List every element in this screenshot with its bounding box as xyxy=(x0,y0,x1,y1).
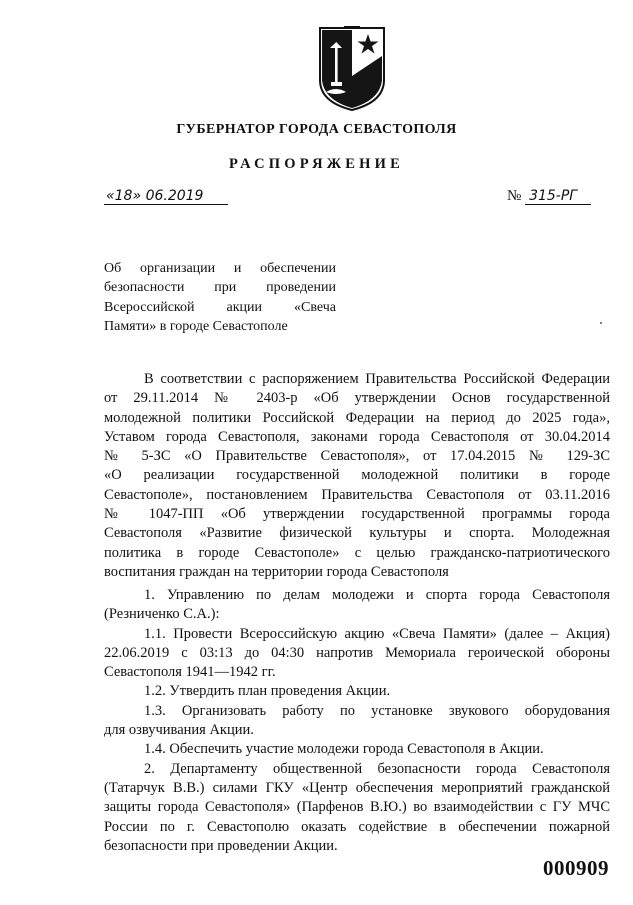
preamble-line: молодежной политики Российской Федерации на период до 2025 года», xyxy=(104,409,610,426)
item-1-2-line: 1.2. Утвердить план проведения Акции. xyxy=(144,683,391,700)
item-1-1-line: 1.1. Провести Всероссийскую акцию «Свеча Памяти» (далее – Акция) xyxy=(144,625,610,642)
preamble-line: Уставом города Севастополя, законами города Севастополя от 30.04.2014 xyxy=(104,428,610,445)
preamble-line: № 1047-ПП «Об утверждении государственной программы города xyxy=(104,506,610,523)
scan-speck xyxy=(600,322,602,324)
item-2-line: (Татарчук В.В.) силами ГКУ «Центр обеспечения мероприятий гражданской xyxy=(104,779,610,796)
item-1-3-line: 1.3. Организовать работу по установке звукового оборудования xyxy=(144,702,610,719)
preamble-line: № 5-ЗС «О Правительстве Севастополя», от 17.04.2015 № 129-ЗС xyxy=(104,448,610,465)
document-subject xyxy=(104,259,336,337)
preamble-line: В соответствии с распоряжением Правительства Российской Федерации xyxy=(144,371,610,387)
item-1-1-line: 22.06.2019 с 03:13 до 04:30 напротив Мемориала героической обороны xyxy=(104,644,610,661)
document-date xyxy=(104,188,228,205)
sevastopol-coat-of-arms-icon xyxy=(318,26,386,112)
item-1-4-line: 1.4. Обеспечить участие молодежи города Севастополя в Акции. xyxy=(144,741,544,758)
subject-line: Памяти» в городе Севастополе xyxy=(104,319,288,335)
document-number xyxy=(507,188,591,205)
preamble-paragraph xyxy=(104,370,610,582)
preamble-line: «О реализации государственной молодежной политики в городе xyxy=(104,467,610,484)
preamble-line: от 29.11.2014 № 2403-р «Об утверждении Основ государственной xyxy=(104,390,610,407)
preamble-line: воспитания граждан на территории города Севастополя xyxy=(104,563,449,580)
item-1-3-line: для озвучивания Акции. xyxy=(104,722,254,739)
item-1-line: (Резниченко С.А.): xyxy=(104,606,220,623)
preamble-line: Севастополе», постановлением Правительства Севастополя от 03.11.2016 xyxy=(104,486,610,503)
subject-line: безопасности при проведении xyxy=(104,280,336,296)
item-2-line: 2. Департаменту общественной безопасности города Севастополя xyxy=(144,760,610,777)
date-day: 18 xyxy=(114,188,133,204)
date-month-year: 06.2019 xyxy=(145,188,204,204)
preamble-line: политика в городе Севастополе» с целью гражданско-патриотического xyxy=(104,544,610,561)
date-field: «18» 06.2019 xyxy=(104,188,228,205)
subject-line: Об организации и обеспечении xyxy=(104,261,336,276)
item-1-line: 1. Управлению по делам молодежи и спорта города Севастополя xyxy=(144,587,610,603)
subject-line: Всероссийской акции «Свеча xyxy=(104,299,336,315)
serial-number: 000909 xyxy=(543,856,609,880)
order-items xyxy=(104,586,610,856)
issuer-heading: ГУБЕРНАТОР ГОРОДА СЕВАСТОПОЛЯ xyxy=(176,122,457,137)
number-value: 315-РГ xyxy=(525,188,591,205)
preamble-line: Севастополя «Развитие физической культуры и спорта. Молодежная xyxy=(104,525,610,542)
item-2-line: России по г. Севастополю оказать содействие в обеспечении пожарной xyxy=(104,818,610,835)
number-prefix: № xyxy=(507,188,522,204)
document-type-title: РАСПОРЯЖЕНИЕ xyxy=(228,156,405,172)
item-1-1-line: Севастополя 1941—1942 гг. xyxy=(104,664,276,681)
item-2-line: защиты города Севастополя» (Парфенов В.Ю.) во взаимодействии с ГУ МЧС xyxy=(104,799,610,816)
item-2-line: безопасности при проведении Акции. xyxy=(104,837,338,854)
